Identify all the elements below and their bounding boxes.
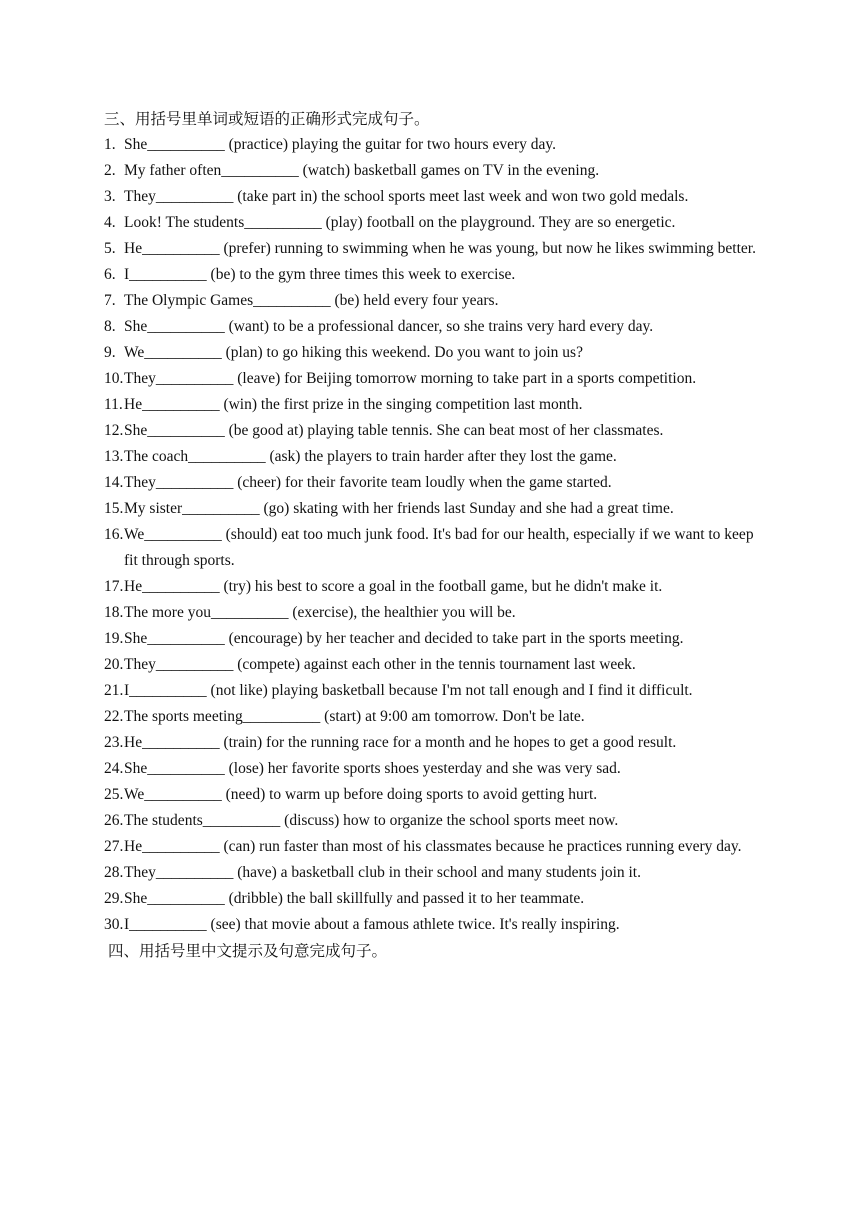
question-item: [104, 834, 764, 860]
question-item: [104, 158, 764, 184]
question-text: They__________ (have) a basketball club in their school and many students join it.: [124, 864, 641, 881]
question-item: [104, 236, 764, 262]
question-item: [104, 418, 764, 444]
question-item: [104, 574, 764, 600]
question-item: [104, 314, 764, 340]
question-text: She__________ (lose) her favorite sports shoes yesterday and she was very sad.: [124, 760, 621, 777]
question-text: She__________ (practice) playing the guitar for two hours every day.: [124, 136, 557, 153]
question-number: 24.: [104, 760, 124, 777]
question-text: Look! The students__________ (play) football on the playground. They are so energetic.: [124, 214, 676, 231]
question-number: 11.: [104, 396, 123, 413]
question-number: 17.: [104, 578, 124, 595]
question-text: We__________ (need) to warm up before doing sports to avoid getting hurt.: [124, 786, 598, 803]
question-text: They__________ (cheer) for their favorite team loudly when the game started.: [124, 474, 612, 491]
section-heading-4: 四、用括号里中文提示及句意完成句子。: [108, 942, 388, 960]
question-number: 12.: [104, 422, 124, 439]
question-text: The sports meeting__________ (start) at 9:00 am tomorrow. Don't be late.: [124, 708, 585, 725]
question-text: They__________ (compete) against each other in the tennis tournament last week.: [124, 656, 636, 673]
question-text: My sister__________ (go) skating with her friends last Sunday and she had a great time.: [124, 500, 674, 517]
question-item: [104, 340, 764, 366]
question-number: 21.: [104, 682, 124, 699]
question-text: He__________ (win) the first prize in the singing competition last month.: [124, 396, 583, 413]
question-item: [104, 210, 764, 236]
question-item: [104, 288, 764, 314]
question-text: I__________ (not like) playing basketball because I'm not tall enough and I find it difficult.: [124, 682, 693, 699]
question-number: 22.: [104, 708, 124, 725]
question-number: 16.: [104, 526, 124, 543]
question-text: The students__________ (discuss) how to organize the school sports meet now.: [124, 812, 619, 829]
question-number: 14.: [104, 474, 124, 491]
question-text: They__________ (leave) for Beijing tomorrow morning to take part in a sports competition.: [124, 370, 697, 387]
question-number: 20.: [104, 656, 124, 673]
question-number: 6.: [104, 266, 116, 283]
question-number: 28.: [104, 864, 124, 881]
section-heading-3: 三、用括号里单词或短语的正确形式完成句子。: [104, 110, 430, 128]
question-text: I__________ (be) to the gym three times this week to exercise.: [124, 266, 516, 283]
question-number: 2.: [104, 162, 116, 179]
question-item: [104, 860, 764, 886]
question-item: [104, 704, 764, 730]
question-number: 10.: [104, 370, 124, 387]
question-number: 30.: [104, 916, 124, 933]
question-item: [104, 678, 764, 704]
question-number: 3.: [104, 188, 116, 205]
question-item: [104, 366, 764, 392]
question-text: My father often__________ (watch) basketball games on TV in the evening.: [124, 162, 600, 179]
question-number: 27.: [104, 838, 124, 855]
question-text: The Olympic Games__________ (be) held every four years.: [124, 292, 499, 309]
question-item: [104, 886, 764, 912]
question-number: 25.: [104, 786, 124, 803]
question-text: She__________ (dribble) the ball skillfully and passed it to her teammate.: [124, 890, 585, 907]
question-number: 5.: [104, 240, 116, 257]
question-item: [104, 444, 764, 470]
question-text: He__________ (prefer) running to swimming when he was young, but now he likes swimming better.: [124, 240, 756, 257]
question-text: She__________ (want) to be a professional dancer, so she trains very hard every day.: [124, 318, 654, 335]
question-text: We__________ (should) eat too much junk food. It's bad for our health, especially if we want to keep fit through sports.: [124, 526, 754, 569]
question-item: [104, 470, 764, 496]
question-number: 1.: [104, 136, 116, 153]
question-text: She__________ (be good at) playing table tennis. She can beat most of her classmates.: [124, 422, 664, 439]
question-item: [104, 522, 764, 574]
question-number: 18.: [104, 604, 124, 621]
question-item: [104, 184, 764, 210]
question-list: [104, 132, 764, 938]
question-text: The more you__________ (exercise), the healthier you will be.: [124, 604, 516, 621]
question-item: [104, 496, 764, 522]
question-number: 29.: [104, 890, 124, 907]
question-text: They__________ (take part in) the school sports meet last week and won two gold medals.: [124, 188, 689, 205]
question-item: [104, 782, 764, 808]
question-number: 9.: [104, 344, 116, 361]
question-text: He__________ (train) for the running race for a month and he hopes to get a good result.: [124, 734, 677, 751]
question-item: [104, 756, 764, 782]
question-text: He__________ (try) his best to score a goal in the football game, but he didn't make it.: [124, 578, 663, 595]
question-number: 7.: [104, 292, 116, 309]
question-item: [104, 132, 764, 158]
question-number: 15.: [104, 500, 124, 517]
question-number: 4.: [104, 214, 116, 231]
question-item: [104, 600, 764, 626]
question-item: [104, 626, 764, 652]
question-number: 8.: [104, 318, 116, 335]
worksheet-content: [104, 106, 764, 964]
question-text: He__________ (can) run faster than most of his classmates because he practices running every day.: [124, 838, 742, 855]
question-number: 13.: [104, 448, 124, 465]
question-text: She__________ (encourage) by her teacher and decided to take part in the sports meeting.: [124, 630, 684, 647]
question-item: [104, 912, 764, 938]
question-item: [104, 652, 764, 678]
question-text: The coach__________ (ask) the players to train harder after they lost the game.: [124, 448, 617, 465]
question-number: 19.: [104, 630, 124, 647]
question-number: 23.: [104, 734, 124, 751]
question-item: [104, 392, 764, 418]
question-item: [104, 730, 764, 756]
question-item: [104, 808, 764, 834]
question-text: We__________ (plan) to go hiking this weekend. Do you want to join us?: [124, 344, 583, 361]
question-number: 26.: [104, 812, 124, 829]
question-text: I__________ (see) that movie about a famous athlete twice. It's really inspiring.: [124, 916, 620, 933]
question-item: [104, 262, 764, 288]
